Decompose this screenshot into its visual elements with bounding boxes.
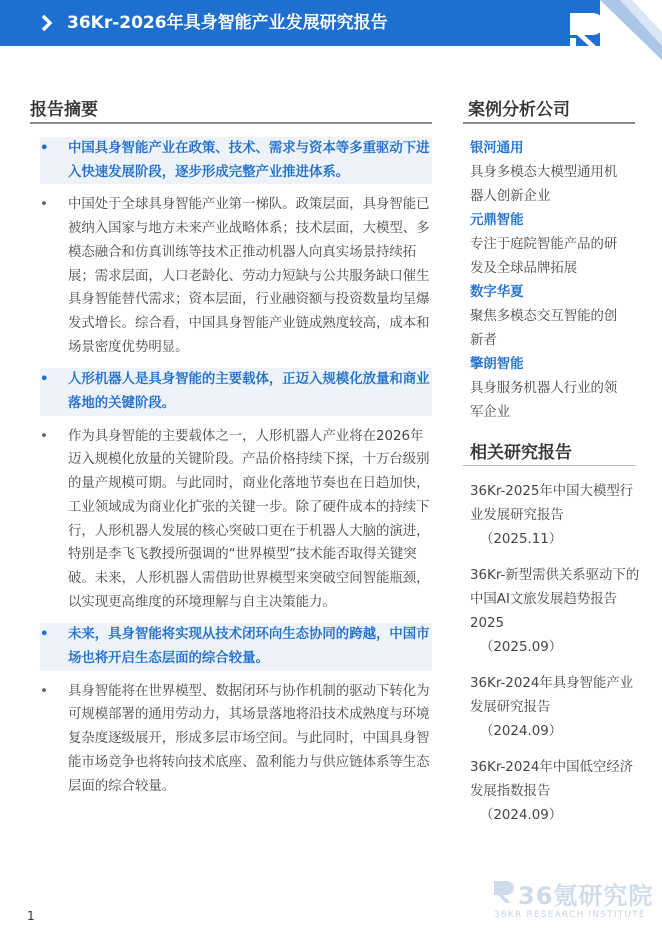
case-company-name: 元鼎智能 bbox=[470, 213, 524, 228]
report-list bbox=[470, 480, 640, 840]
summary-paragraph: • 人形机器人是具身智能的主要载体，正迈入规模化放量和商业落地的关键阶段。 bbox=[40, 368, 432, 415]
report-title: 36Kr-新型需供关系驱动下的中国AI文旅发展趋势报告2025 bbox=[470, 568, 640, 631]
bullet-icon: • bbox=[40, 141, 49, 156]
summary-title: 报告摘要 bbox=[30, 100, 98, 120]
report-title: 36Kr-2025年中国大模型行业发展研究报告 bbox=[470, 484, 634, 523]
case-item bbox=[470, 209, 630, 281]
case-description: 具身多模态大模型通用机器人创新企业 bbox=[470, 165, 618, 204]
bullet-icon: • bbox=[40, 627, 49, 643]
summary-list bbox=[40, 137, 432, 798]
reports-divider bbox=[463, 465, 635, 466]
cases-divider bbox=[463, 122, 635, 124]
case-company-name: 擎朗智能 bbox=[470, 357, 524, 372]
summary-paragraph: • 中国具身智能产业在政策、技术、需求与资本等多重驱动下进入快速发展阶段，逐步形成完整产业推进体系。 bbox=[40, 137, 432, 184]
case-company-name: 数字华夏 bbox=[470, 285, 524, 300]
case-item bbox=[470, 353, 630, 425]
report-date: （2025.11） bbox=[480, 532, 563, 547]
report-link[interactable] bbox=[470, 672, 640, 744]
report-date: （2024.09） bbox=[480, 724, 563, 739]
case-company-name: 银河通用 bbox=[470, 141, 524, 156]
report-link[interactable] bbox=[470, 480, 640, 552]
report-date: （2025.09） bbox=[480, 640, 563, 655]
summary-divider bbox=[30, 122, 432, 124]
summary-paragraph: • 具身智能将在世界模型、数据闭环与协作机制的驱动下转化为可规模部署的通用劳动力，其场景落地将沿技术成熟度与环境复杂度逐级展开，形成多层市场空间。与此同时，中国具身智能市场竞争也将转向技术底座、盈利能力与供应链体系等生态层面的综合较量。 bbox=[40, 680, 432, 799]
brand-logo-icon bbox=[560, 0, 662, 60]
report-title: 36Kr-2024年具身智能产业发展研究报告 bbox=[470, 676, 634, 715]
report-date: （2024.09） bbox=[480, 808, 563, 823]
summary-paragraph: • 作为具身智能的主要载体之一，人形机器人产业将在2026年迈入规模化放量的关键阶段。产品价格持续下探，十万台级别的量产规模可期。与此同时，商业化落地节奏也在日趋加快，工业领域成为商业化扩张的关键一步。除了硬件成本的持续下行，人形机器人发展的核心突破口更在于机器人大脑的演进，特别是李飞飞教授所强调的“世界模型”技术能否取得关键突破。未来，人形机器人需借助世界模型来突破空间智能瓶颈，以实现更高维度的环境理解与自主决策能力。 bbox=[40, 425, 432, 615]
case-description: 具身服务机器人行业的领军企业 bbox=[470, 381, 618, 420]
watermark-logo-icon bbox=[492, 878, 518, 904]
document-title: 36Kr-2026年具身智能产业发展研究报告 bbox=[67, 13, 388, 33]
watermark-name: 36氪研究院 bbox=[518, 882, 654, 910]
watermark-subtitle: 36KR RESEARCH INSTITUTE bbox=[494, 910, 646, 920]
case-description: 专注于庭院智能产品的研发及全球品牌拓展 bbox=[470, 237, 618, 276]
case-item bbox=[470, 137, 630, 209]
bullet-icon: • bbox=[40, 683, 48, 699]
report-link[interactable] bbox=[470, 756, 640, 828]
page-number: 1 bbox=[27, 909, 35, 923]
report-title: 36Kr-2024年中国低空经济发展指数报告 bbox=[470, 760, 634, 799]
summary-paragraph: • 中国处于全球具身智能产业第一梯队。政策层面，具身智能已被纳入国家与地方未来产业战略体系；技术层面，大模型、多模态融合和仿真训练等技术正推动机器人向真实场景持续拓展；需求层面，人口老龄化、劳动力短缺与公共服务缺口催生具身智能替代需求；资本层面，行业融资额与投资数量均呈爆发式增长。综合看，中国具身智能产业链成熟度较高，成本和场景密度优势明显。 bbox=[40, 193, 432, 359]
bullet-icon: • bbox=[40, 428, 48, 444]
report-link[interactable] bbox=[470, 564, 640, 660]
bullet-icon: • bbox=[40, 372, 49, 388]
case-description: 聚焦多模态交互智能的创新者 bbox=[470, 309, 618, 348]
header-bar bbox=[0, 0, 600, 46]
case-list bbox=[470, 137, 630, 425]
summary-paragraph: • 未来，具身智能将实现从技术闭环向生态协同的跨越，中国市场也将开启生态层面的综合较量。 bbox=[40, 623, 432, 670]
case-item bbox=[470, 281, 630, 353]
bullet-icon: • bbox=[40, 197, 48, 213]
chevron-right-icon bbox=[40, 14, 54, 32]
reports-title: 相关研究报告 bbox=[470, 443, 572, 463]
cases-title: 案例分析公司 bbox=[468, 100, 570, 120]
